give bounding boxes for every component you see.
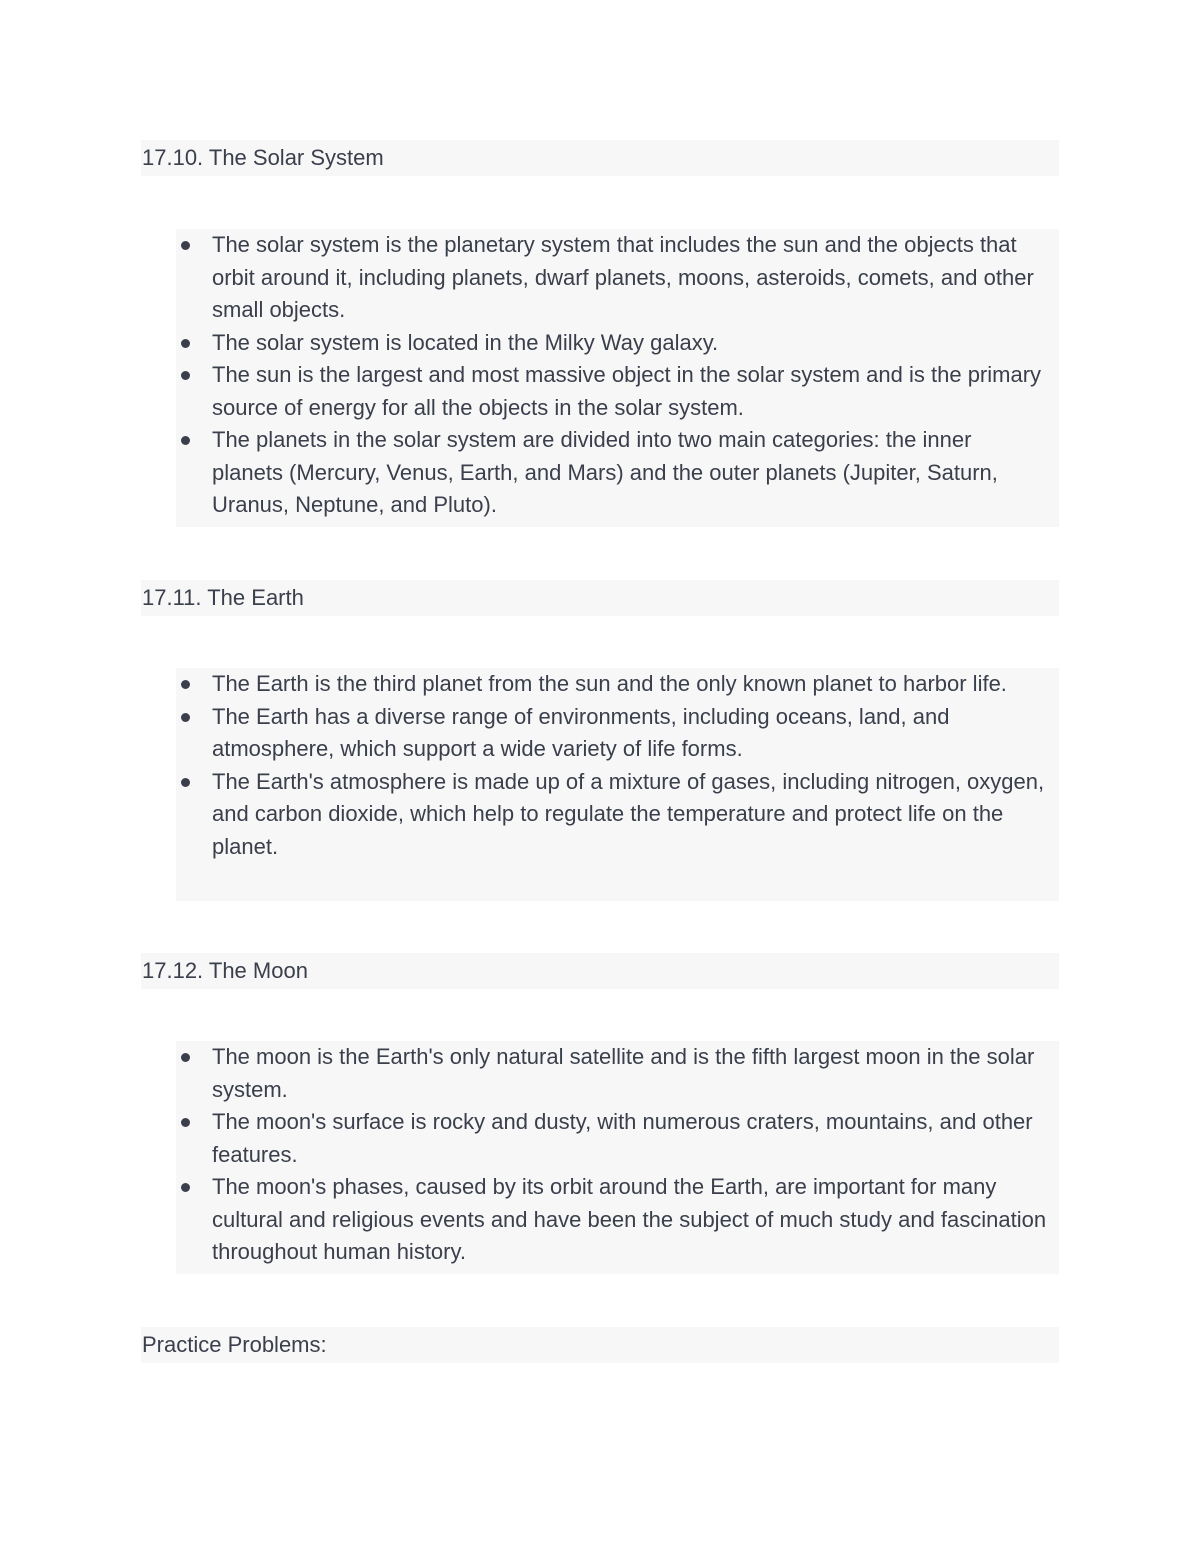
list-item: [176, 701, 1059, 766]
bullet-dot-icon: [181, 241, 190, 250]
list-item: [176, 424, 1059, 522]
list-item: [176, 1171, 1059, 1269]
list-item: [176, 359, 1059, 424]
section-heading-solar-system: 17.10. The Solar System: [141, 140, 1059, 176]
list-item-text: The moon's phases, caused by its orbit around the Earth, are important for many cultural and religious events and have been the subject of much study and fascination throughout human history.: [212, 1174, 1047, 1264]
bullet-dot-icon: [181, 371, 190, 380]
list-item-text: The sun is the largest and most massive object in the solar system and is the primary source of energy for all the objects in the solar system.: [212, 362, 1042, 420]
practice-problems-heading: Practice Problems:: [141, 1327, 1059, 1363]
list-item-text: The planets in the solar system are divided into two main categories: the inner planets (Mercury, Venus, Earth, and Mars) and the outer planets (Jupiter, Saturn, Uranus, Neptune, and Pluto).: [212, 427, 998, 517]
list-item: [176, 1041, 1059, 1106]
list-item-text: The Earth is the third planet from the sun and the only known planet to harbor life.: [212, 671, 1007, 696]
bullet-list-earth: [176, 668, 1059, 901]
section-heading-earth: 17.11. The Earth: [141, 580, 1059, 616]
bullet-dot-icon: [181, 1183, 190, 1192]
bullet-list-moon: [176, 1041, 1059, 1274]
list-item: [176, 229, 1059, 327]
list-item-text: The Earth has a diverse range of environments, including oceans, land, and atmosphere, which support a wide variety of life forms.: [212, 703, 950, 761]
list-item: [176, 1106, 1059, 1171]
list-item-text: The moon's surface is rocky and dusty, with numerous craters, mountains, and other features.: [212, 1109, 1033, 1167]
bullet-list-solar-system: [176, 229, 1059, 527]
bullet-dot-icon: [181, 1053, 190, 1062]
section-heading-moon: 17.12. The Moon: [141, 953, 1059, 989]
bullet-dot-icon: [181, 339, 190, 348]
bullet-dot-icon: [181, 1118, 190, 1127]
bullet-dot-icon: [181, 680, 190, 689]
list-item-text: The moon is the Earth's only natural satellite and is the fifth largest moon in the solar system.: [212, 1044, 1035, 1102]
list-item: [176, 668, 1059, 701]
list-item: [176, 766, 1059, 864]
bullet-dot-icon: [181, 778, 190, 787]
list-item-text: The solar system is the planetary system that includes the sun and the objects that orbit around it, including planets, dwarf planets, moons, asteroids, comets, and other small objects.: [212, 232, 1034, 322]
list-item-text: The Earth's atmosphere is made up of a mixture of gases, including nitrogen, oxygen, and carbon dioxide, which help to regulate the temperature and protect life on the planet.: [212, 768, 1045, 859]
list-item-text: The solar system is located in the Milky Way galaxy.: [212, 329, 719, 355]
list-item: [176, 327, 1059, 360]
bullet-dot-icon: [181, 713, 190, 722]
bullet-dot-icon: [181, 436, 190, 445]
